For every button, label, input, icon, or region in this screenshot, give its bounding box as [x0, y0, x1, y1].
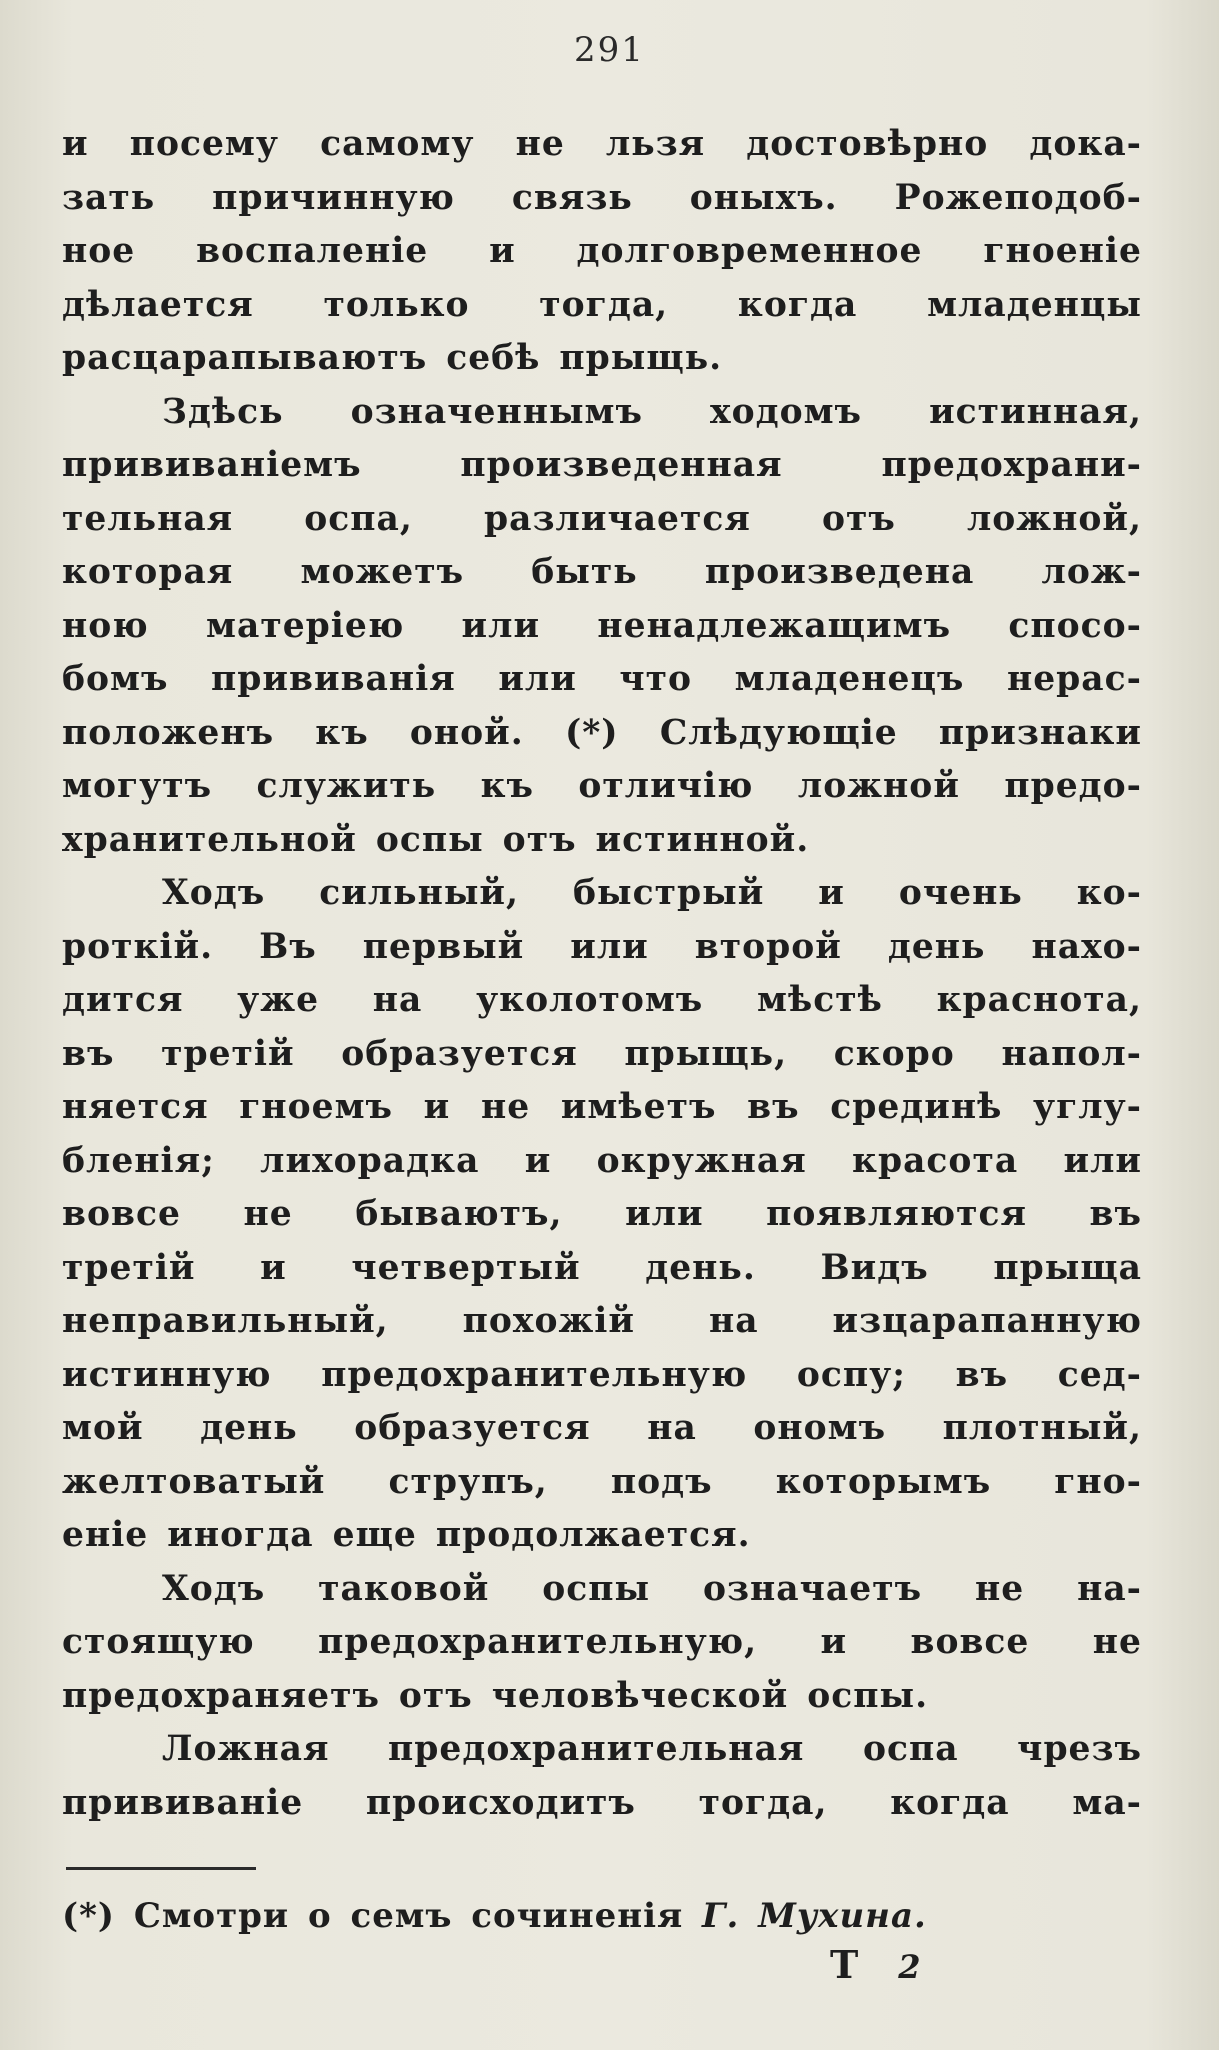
- text-line: истинную предохранительную оспу; въ сед-: [62, 1354, 1142, 1395]
- text-line: тельная оспа, различается отъ ложной,: [62, 498, 1142, 539]
- text-line: третій и четвертый день. Видъ прыща: [62, 1247, 1142, 1288]
- text-line: дится уже на уколотомъ мѣстѣ краснота,: [62, 980, 1142, 1020]
- text-line: Ходъ таковой оспы означаетъ не на-: [162, 1568, 1142, 1609]
- text-line: предохраняетъ отъ человѣческой оспы.: [62, 1675, 929, 1716]
- text-line: дѣлается только тогда, когда младенцы: [62, 284, 1142, 325]
- printer-signature: [830, 1942, 921, 1987]
- text-line: могутъ служить къ отличію ложной предо-: [62, 766, 1142, 806]
- footnote-text: Смотри о семъ сочиненія: [133, 1896, 684, 1936]
- page-number: 291: [574, 30, 645, 70]
- footnote-divider: [66, 1867, 256, 1870]
- text-line: ное воспаленіе и долговременное гноеніе: [62, 231, 1142, 271]
- text-line: Ходъ сильный, быстрый и очень ко-: [162, 873, 1142, 913]
- text-line: которая можетъ быть произведена лож-: [62, 552, 1142, 592]
- text-line: Здѣсь означеннымъ ходомъ истинная,: [162, 391, 1142, 432]
- text-line: и посему самому не льзя достовѣрно дока-: [62, 124, 1142, 164]
- text-line: расцарапываютъ себѣ прыщь.: [62, 338, 723, 378]
- text-line: желтоватый струпъ, подъ которымъ гно-: [62, 1461, 1142, 1502]
- text-line: хранительной оспы отъ истинной.: [62, 819, 810, 860]
- text-line: мой день образуется на ономъ плотный,: [62, 1408, 1142, 1448]
- footnote-marker: (*): [62, 1896, 115, 1936]
- text-line: положенъ къ оной. (*) Слѣдующіе признаки: [62, 712, 1142, 753]
- text-line: прививаніемъ произведенная предохрани-: [62, 445, 1142, 485]
- text-line: стоящую предохранительную, и вовсе не: [62, 1622, 1142, 1662]
- signature-letter: Т: [830, 1942, 859, 1987]
- text-line: Ложная предохранительная оспа чрезъ: [162, 1729, 1142, 1769]
- text-line: зать причинную связь оныхъ. Рожеподоб-: [62, 177, 1142, 218]
- text-line: неправильный, похожій на изцарапанную: [62, 1301, 1142, 1341]
- signature-number: 2: [898, 1948, 921, 1986]
- text-line: вовсе не бываютъ, или появляются въ: [62, 1194, 1142, 1234]
- footnote: [62, 1890, 1142, 1942]
- text-line: ною матеріею или ненадлежащимъ спосо-: [62, 605, 1142, 646]
- main-text: [62, 118, 1142, 1830]
- text-line: роткій. Въ первый или второй день нахо-: [62, 926, 1142, 967]
- text-line: няется гноемъ и не имѣетъ въ срединѣ углу-: [62, 1087, 1142, 1127]
- text-line: бомъ прививанія или что младенецъ нерас-: [62, 659, 1142, 699]
- text-line: въ третій образуется прыщь, скоро напол-: [62, 1033, 1142, 1074]
- text-line: бленія; лихорадка и окружная красота или: [62, 1140, 1142, 1181]
- footnote-author: Г. Мухина.: [702, 1896, 927, 1936]
- text-line: прививаніе происходитъ тогда, когда ма-: [62, 1782, 1142, 1823]
- text-line: еніе иногда еще продолжается.: [62, 1515, 751, 1555]
